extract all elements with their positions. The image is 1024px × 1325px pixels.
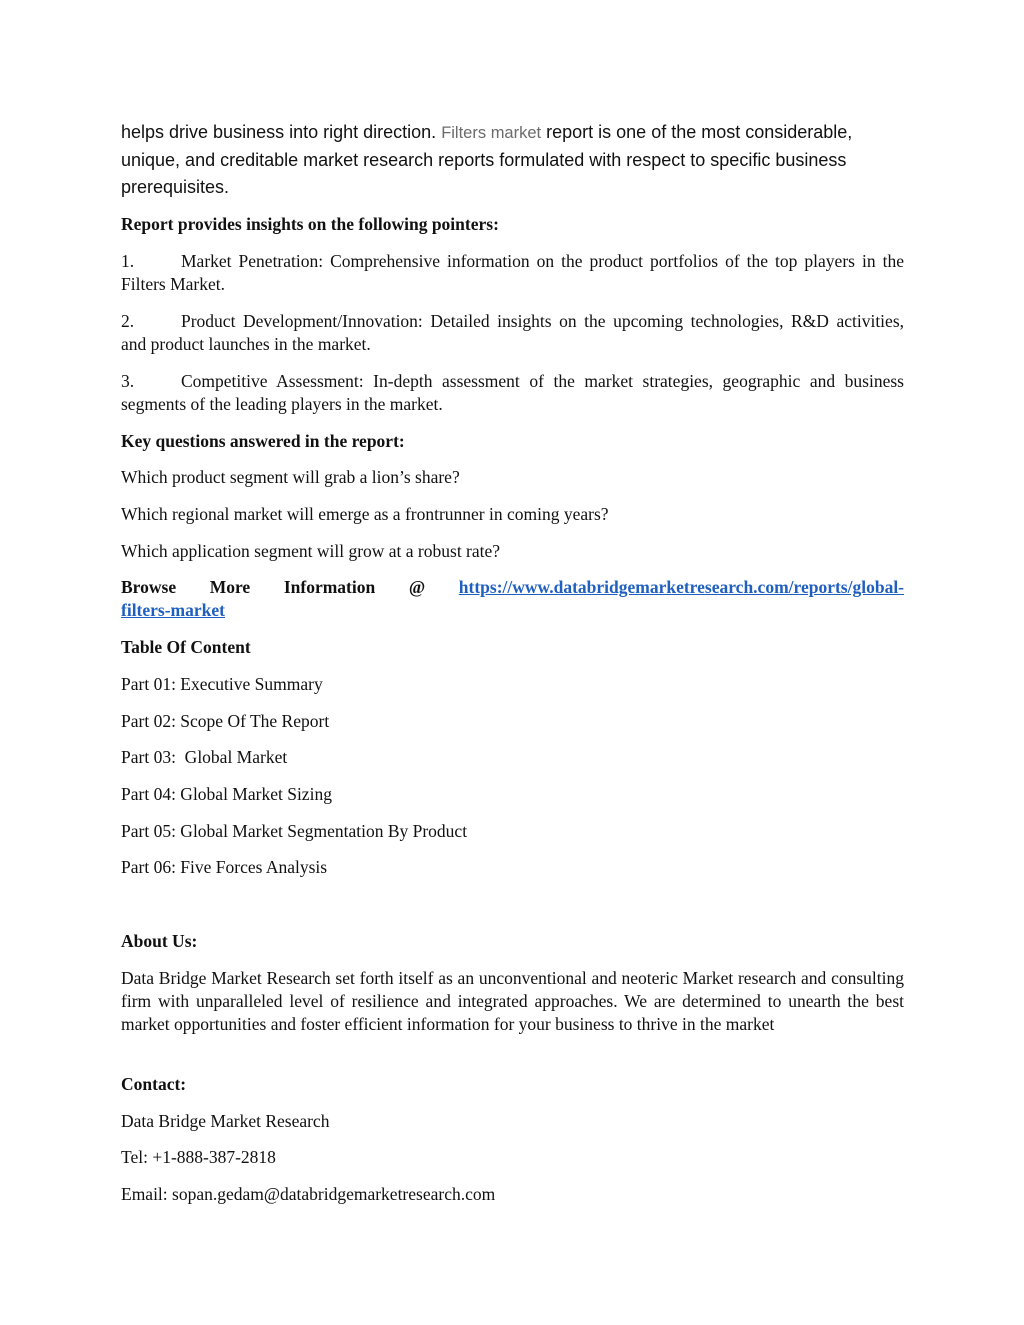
pointer-item-2 (121, 310, 904, 356)
toc-item: Part 04: Global Market Sizing (121, 784, 332, 804)
question-item: Which regional market will emerge as a frontrunner in coming years? (121, 504, 609, 524)
toc-item: Part 03: Global Market (121, 747, 288, 767)
intro-text-before: helps drive business into right direction. (121, 122, 437, 142)
intro-highlight: Filters market (441, 124, 542, 142)
about-text: Data Bridge Market Research set forth itself as an unconventional and neoteric Market research and consulting firm with unparalleled level of resilience and integrated approaches. We are determined to unearth the best market opportunities and foster efficient information for your business to thrive in the market (121, 968, 904, 1034)
pointer-text: Market Penetration: Comprehensive information on the product portfolios of the top players in the Filters Market. (121, 251, 904, 294)
intro-paragraph (121, 119, 904, 201)
pointers-heading: Report provides insights on the following pointers: (121, 214, 499, 234)
pointer-item-3 (121, 370, 904, 416)
browse-label: Browse More Information @ (121, 577, 426, 597)
report-link[interactable]: https://www.databridgemarketresearch.com/reports/global- (458, 577, 905, 597)
contact-heading: Contact: (121, 1074, 187, 1094)
toc-item: Part 01: Executive Summary (121, 674, 323, 694)
pointer-number: 3. (121, 371, 135, 391)
browse-line-2 (121, 599, 904, 622)
pointer-number: 2. (121, 311, 135, 331)
intro-text-after: report is one of the most considerable, unique, and creditable market research reports formulated with respect to specific business prerequisites. (121, 122, 853, 197)
pointer-item-1 (121, 250, 904, 296)
report-link-continued[interactable]: filters-market (121, 600, 225, 620)
toc-heading: Table Of Content (121, 637, 251, 657)
contact-company: Data Bridge Market Research (121, 1111, 330, 1131)
toc-item: Part 02: Scope Of The Report (121, 711, 330, 731)
question-item: Which product segment will grab a lion’s share? (121, 467, 460, 487)
question-item: Which application segment will grow at a robust rate? (121, 541, 501, 561)
contact-tel: Tel: +1-888-387-2818 (121, 1147, 276, 1167)
pointer-text: Competitive Assessment: In-depth assessment of the market strategies, geographic and business segments of the leading players in the market. (121, 371, 904, 414)
pointer-number: 1. (121, 251, 135, 271)
questions-heading: Key questions answered in the report: (121, 431, 405, 451)
contact-email: Email: sopan.gedam@databridgemarketresearch.com (121, 1184, 496, 1204)
toc-item: Part 05: Global Market Segmentation By Product (121, 821, 468, 841)
pointer-text: Product Development/Innovation: Detailed insights on the upcoming technologies, R&D activities, and product launches in the market. (121, 311, 904, 354)
about-heading: About Us: (121, 931, 198, 951)
toc-item: Part 06: Five Forces Analysis (121, 857, 328, 877)
browse-line (121, 576, 904, 599)
